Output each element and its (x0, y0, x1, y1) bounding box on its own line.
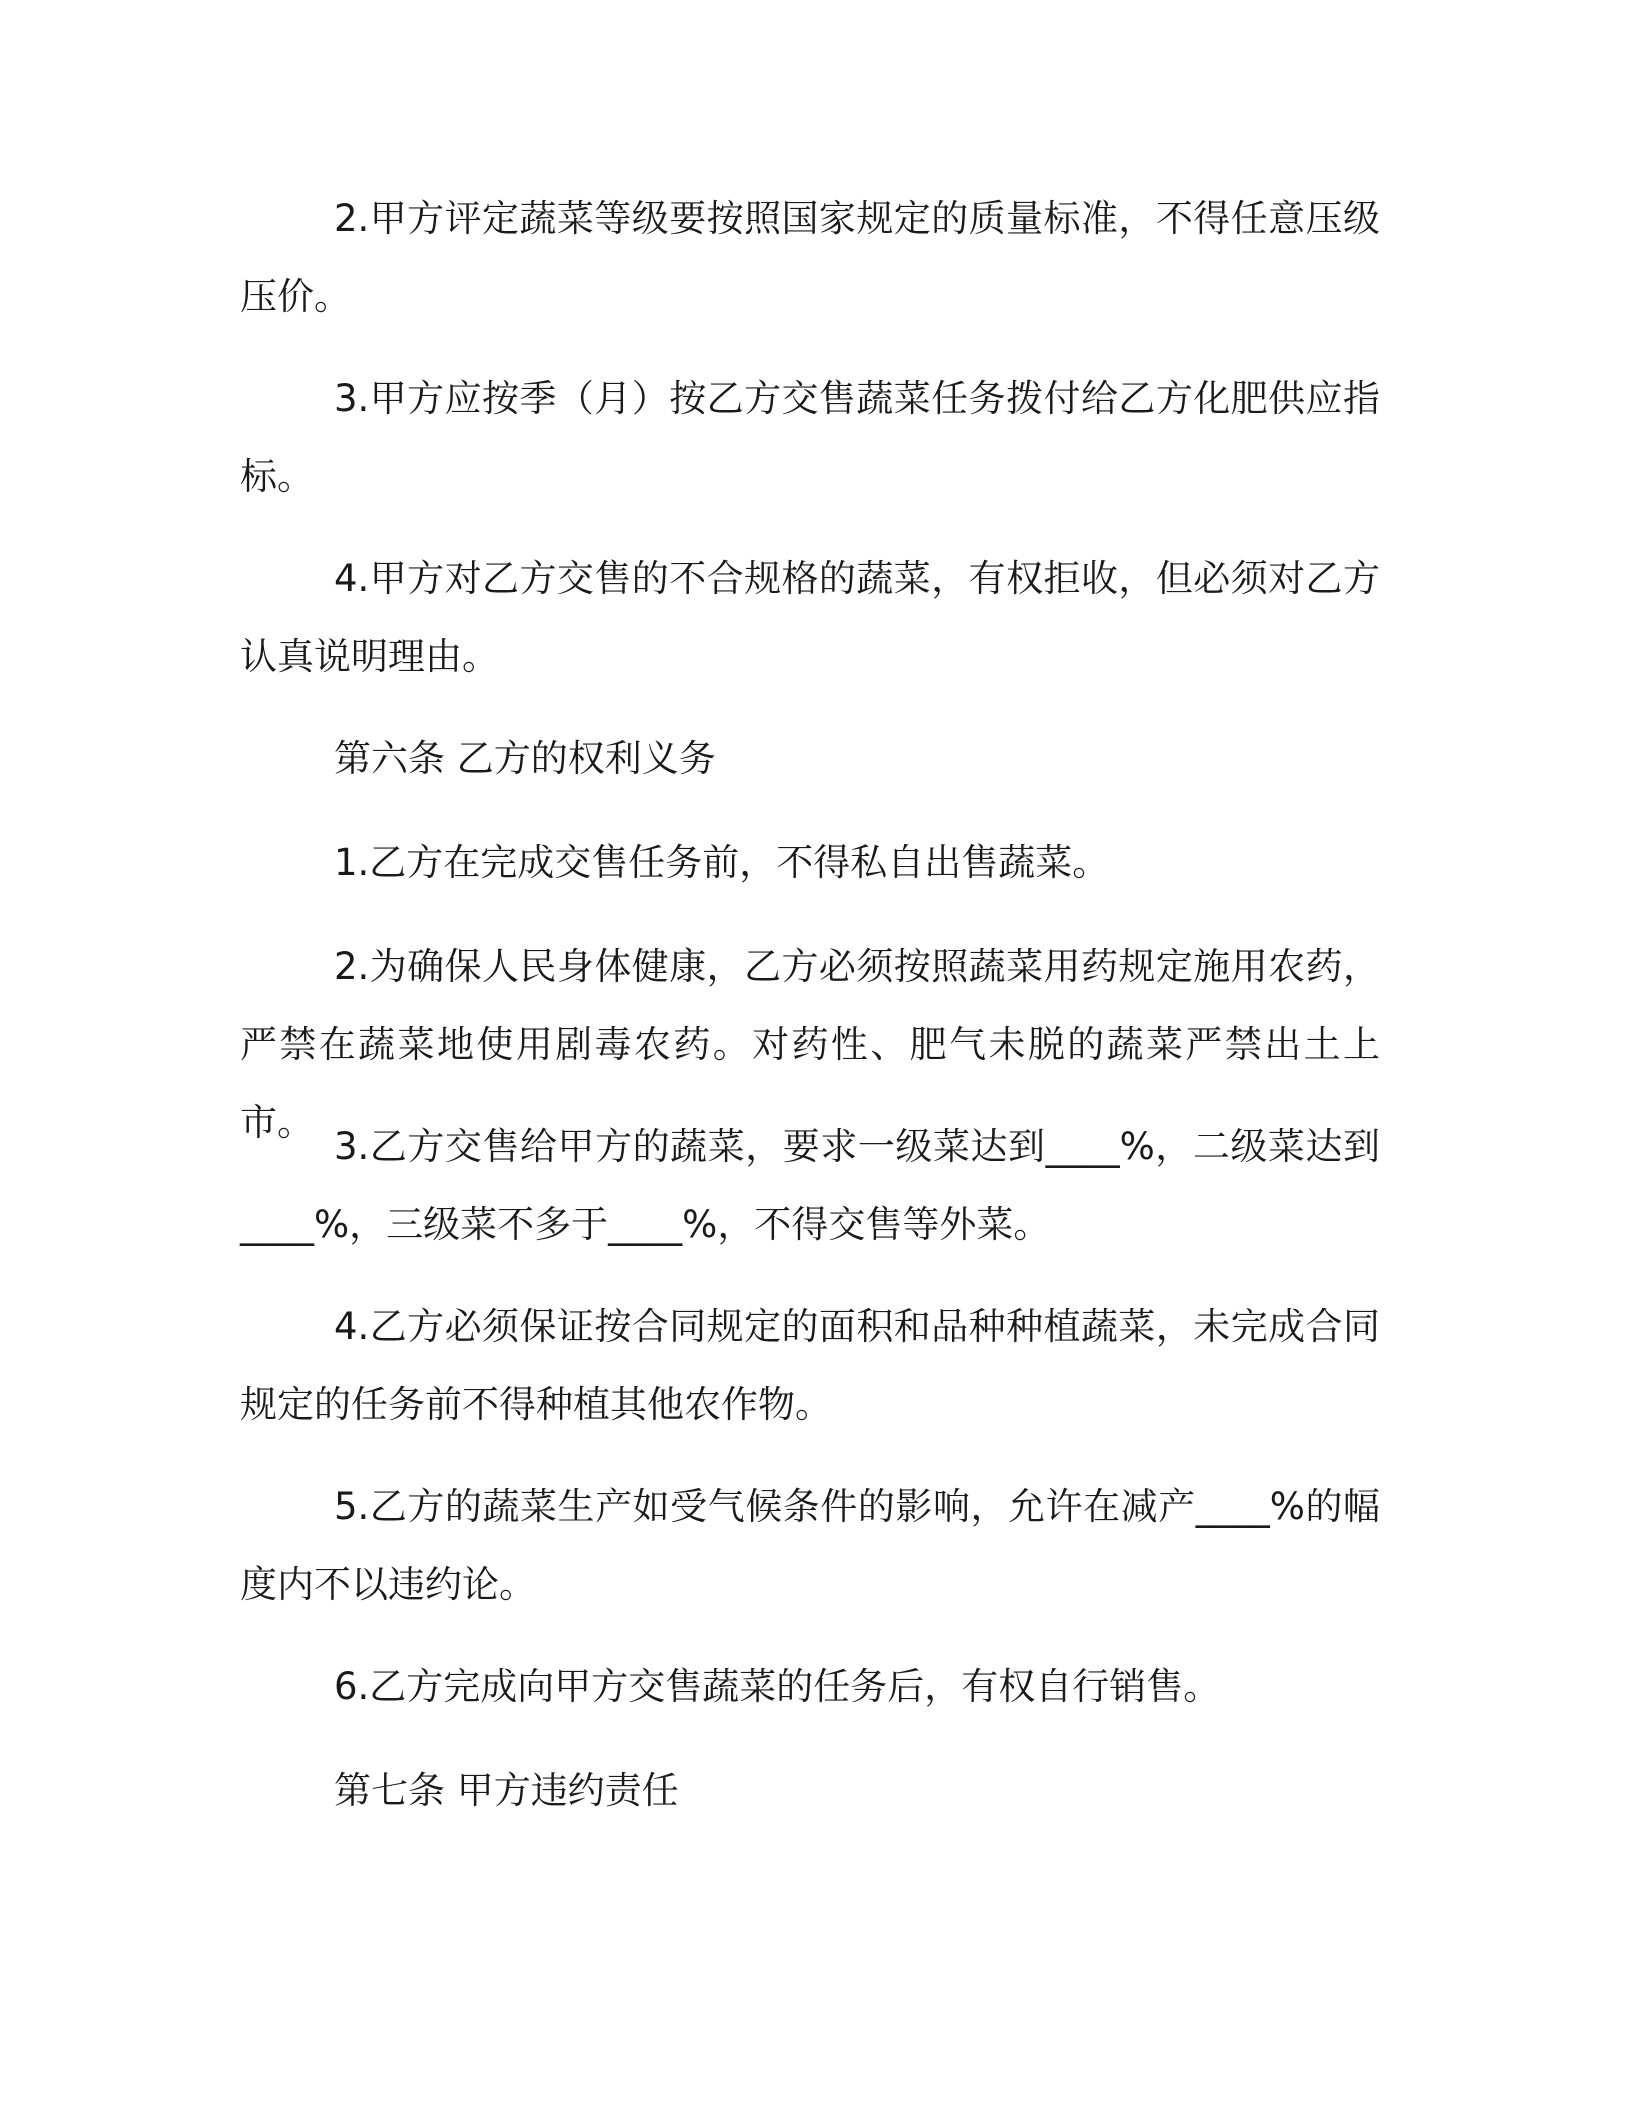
clause-6-item-6: 6.乙方完成向甲方交售蔬菜的任务后，有权自行销售。 (334, 1665, 1221, 1708)
clause-5-item-2: 2.甲方评定蔬菜等级要按照国家规定的质量标准，不得任意压级压价。 (240, 197, 1380, 318)
clause-6-item-5: 5.乙方的蔬菜生产如受气候条件的影响，允许在减产____%的幅度内不以违约论。 (240, 1485, 1380, 1606)
clause-5-item-3: 3.甲方应按季（月）按乙方交售蔬菜任务拨付给乙方化肥供应指标。 (240, 377, 1380, 498)
clause-7-heading: 第七条 甲方违约责任 (334, 1769, 679, 1812)
clause-5-item-4: 4.甲方对乙方交售的不合规格的蔬菜，有权拒收，但必须对乙方认真说明理由。 (240, 557, 1380, 678)
clause-6-heading: 第六条 乙方的权利义务 (334, 737, 716, 780)
clause-6-item-1: 1.乙方在完成交售任务前，不得私自出售蔬菜。 (334, 841, 1110, 884)
clause-6-item-4: 4.乙方必须保证按合同规定的面积和品种种植蔬菜，未完成合同规定的任务前不得种植其他农作物。 (240, 1305, 1380, 1426)
clause-6-item-2: 2.为确保人民身体健康，乙方必须按照蔬菜用药规定施用农药，严禁在蔬菜地使用剧毒农药。对药性、肥气未脱的蔬菜严禁出土上市。 (240, 945, 1380, 1144)
clause-6-item-3: 3.乙方交售给甲方的蔬菜，要求一级菜达到____%，二级菜达到____%，三级菜不多于____%，不得交售等外菜。 (240, 1125, 1380, 1246)
